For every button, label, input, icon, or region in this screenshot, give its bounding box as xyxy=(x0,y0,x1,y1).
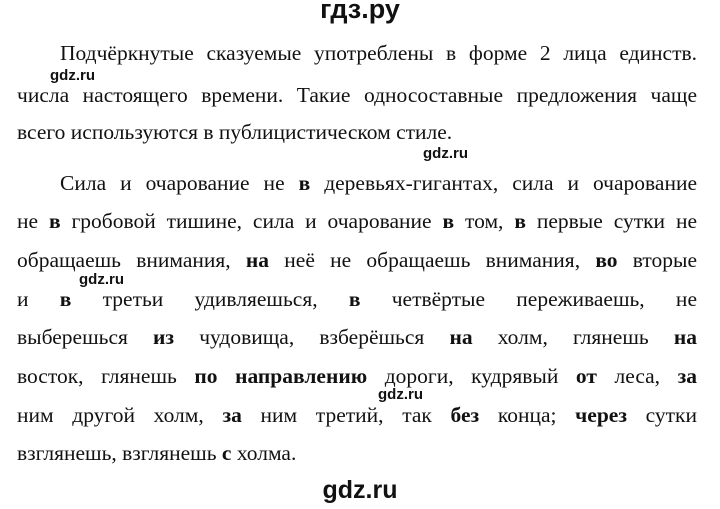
text-segment: обращаешь внимания, xyxy=(17,248,246,272)
text-segment: вторые xyxy=(617,248,697,272)
paragraph2-line-3 xyxy=(17,246,697,274)
preposition: через xyxy=(575,403,627,427)
paragraph2-line-5 xyxy=(17,323,697,351)
text-segment: выберешься xyxy=(17,325,154,349)
watermark-bottom: gdz.ru xyxy=(322,476,398,504)
preposition: в xyxy=(59,287,72,311)
paragraph2-line-7 xyxy=(17,401,697,429)
watermark-1: gdz.ru xyxy=(50,67,95,84)
paragraph2-line-4 xyxy=(17,285,697,313)
paragraph1-line-3: всего используются в публицистическом стиле. xyxy=(17,120,453,144)
preposition: на xyxy=(673,325,697,349)
paragraph2-line-8 xyxy=(17,439,697,467)
preposition: в xyxy=(348,287,361,311)
text-segment: взглянешь, взглянешь xyxy=(17,441,222,465)
paragraph1-line-1: Подчёркнутые сказуемые употреблены в форме 2 лица единств. xyxy=(60,41,697,65)
text-segment: и xyxy=(17,287,60,311)
preposition: по направлению xyxy=(194,364,368,388)
watermark-4: gdz.ru xyxy=(378,386,423,403)
paragraph2-line-6 xyxy=(17,362,697,390)
preposition: во xyxy=(595,248,618,272)
text-segment: сутки xyxy=(626,403,697,427)
text-segment: конца; xyxy=(479,403,576,427)
text-segment: первые сутки не xyxy=(525,209,697,233)
text-segment: четвёртые переживаешь, не xyxy=(360,287,697,311)
text-segment: дороги, кудрявый xyxy=(367,364,576,388)
preposition: за xyxy=(677,364,697,388)
preposition: за xyxy=(222,403,242,427)
text-segment: холма. xyxy=(231,441,297,465)
text-segment: холм, глянешь xyxy=(472,325,674,349)
text-segment: деревьях-гигантах, сила и очарование xyxy=(310,171,698,195)
preposition: на xyxy=(449,325,473,349)
preposition: от xyxy=(575,364,597,388)
preposition: в xyxy=(442,209,455,233)
text-segment: гробовой тишине, сила и очарование xyxy=(60,209,443,233)
preposition: в xyxy=(514,209,526,233)
preposition: из xyxy=(153,325,175,349)
text-segment: не xyxy=(17,209,49,233)
text-segment: неё не обращаешь внимания, xyxy=(269,248,596,272)
watermark-top: гдз.ру xyxy=(320,0,400,24)
text-segment: леса, xyxy=(596,364,678,388)
text-segment: ним третий, так xyxy=(241,403,451,427)
text-segment: чудовища, взберёшься xyxy=(174,325,450,349)
preposition: с xyxy=(221,441,232,465)
preposition: в xyxy=(298,171,311,195)
preposition: без xyxy=(450,403,480,427)
text-segment: Сила и очарование не xyxy=(60,171,299,195)
text-segment: восток, глянешь xyxy=(17,364,195,388)
watermark-2: gdz.ru xyxy=(423,145,468,162)
paragraph2-line-1 xyxy=(60,169,697,197)
paragraph2-line-2 xyxy=(17,207,697,235)
preposition: на xyxy=(245,248,270,272)
text-segment: ним другой холм, xyxy=(17,403,223,427)
watermark-3: gdz.ru xyxy=(79,271,124,288)
preposition: в xyxy=(48,209,61,233)
text-segment: том, xyxy=(454,209,515,233)
text-segment: третьи удивляешься, xyxy=(71,287,349,311)
paragraph1-line-2: числа настоящего времени. Такие односоставные предложения чаще xyxy=(17,83,697,107)
